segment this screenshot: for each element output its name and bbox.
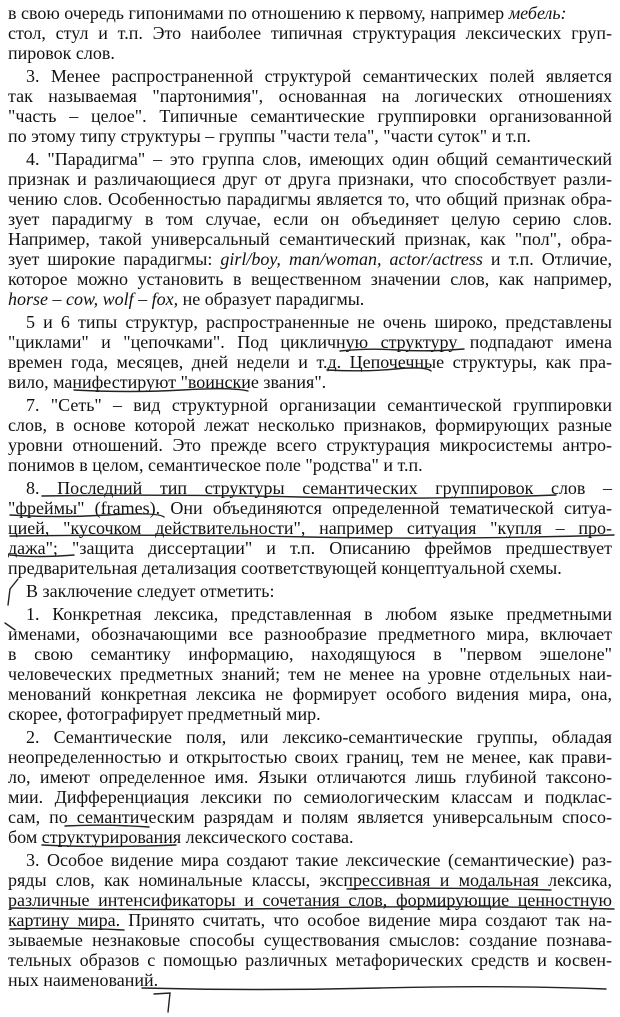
- text-line: дажа"; "защита диссертации" и т.п. Описанию фреймов предшествует: [8, 538, 612, 558]
- text-line: зует парадигму в том случае, если он объединяет целую серию слов.: [8, 209, 612, 229]
- text-line: по этому типу структуры – группы "части тела", "части суток" и т.п.: [8, 126, 531, 146]
- handwritten-underline-last-type: [40, 492, 560, 500]
- handwritten-underline-expressive: [345, 885, 555, 893]
- text-line: 7. "Сеть" – вид структурной организации семантической группировки: [26, 395, 612, 415]
- text-line: ных наименований.: [8, 970, 159, 990]
- text-line: 4. "Парадигма" – это группа слов, имеющих один общий семантический: [26, 149, 612, 169]
- text-line: horse – cow, wolf – fox, не образует парадигмы.: [8, 289, 365, 309]
- text-line: "циклами" и "цепочками". Под цикличную структуру подпадают имена: [8, 332, 612, 352]
- text-line: предварительная детализация соответствующей концептуальной схемы.: [8, 558, 562, 578]
- text-line: бом структурирования лексического состава.: [8, 827, 354, 847]
- text-line: так называемая "партонимия", основанная на логических отношениях: [8, 86, 612, 106]
- text-line: которое можно установить в вещественном значении слов, как например,: [8, 269, 612, 289]
- handwritten-bracket-close: [152, 990, 174, 1016]
- text-line: 8. Последний тип структуры семантических группировок слов –: [26, 478, 612, 498]
- text-line: в свою очередь гипонимами по отношению к первому, например мебель:: [8, 3, 567, 23]
- text-line: понимов в целом, семантическое поле "родства" и т.п.: [8, 455, 423, 475]
- text-line: слов, в основе которой лежат несколько признаков, формирующих разные: [8, 415, 612, 435]
- text-line: менований конкретная лексика не формирует особого видения мира, она,: [8, 684, 612, 704]
- text-line: 3. Особое видение мира создают такие лексические (семантические) раз-: [26, 850, 612, 870]
- handwritten-underline-structuring: [40, 842, 180, 850]
- text-line: картину мира. Принято считать, что особое видение мира создают так на-: [8, 910, 612, 930]
- text-line: 1. Конкретная лексика, представленная в любом языке предметными: [26, 604, 612, 624]
- text-line: различные интенсификаторы и сочетания слов, формирующие ценностную: [8, 890, 612, 910]
- text-line: стол, стул и т.п. Это наиболее типичная структурация лексических груп-: [8, 23, 612, 43]
- text-line: 3. Менее распространенной структурой семантических полей является: [26, 66, 612, 86]
- text-line: зываемые незнаковые способы существования смыслов: создание познава-: [8, 930, 612, 950]
- handwritten-underline-worldview: [8, 925, 128, 933]
- handwritten-underline-frames: [8, 512, 168, 520]
- handwritten-underline-ranks: [72, 387, 252, 395]
- handwritten-underline-structure: [338, 346, 468, 354]
- text-line: 5 и 6 типы структур, распространенные не очень широко, представлены: [26, 312, 612, 332]
- text-line: времен года, месяцев, дней недели и т.д. Цепочечные структуры, как пра-: [8, 352, 612, 372]
- text-line: ло, имеют определенное имя. Языки отличаются лишь глубиной таксоно-: [8, 767, 612, 787]
- text-line: ряды слов, как номинальные классы, экспрессивная и модальная лексика,: [8, 870, 612, 890]
- handwritten-underline-weeks: [325, 366, 435, 374]
- text-line: пировок слов.: [8, 43, 115, 63]
- text-line: скорее, фотографирует предметный мир.: [8, 704, 321, 724]
- text-line: человеческих предметных знаний; тем не менее на уровне отдельных наи-: [8, 664, 612, 684]
- handwritten-underline-semantic-ranks: [63, 822, 153, 830]
- text-line: неопределенностью и открытостью своих границ, тем не менее, как прави-: [8, 747, 612, 767]
- text-line: сам, по семантическим разрядам и полям является универсальным спосо-: [8, 807, 612, 827]
- handwritten-underline-metaphoric: [140, 985, 610, 993]
- text-line: тельных образов с помощью различных метафорических средств и косвен-: [8, 950, 612, 970]
- text-line: признак и различающиеся друг от друга признаки, что способствует разли-: [8, 169, 612, 189]
- text-line: именами, обозначающими все разнообразие предметного мира, включает: [8, 624, 612, 644]
- text-line: уровни отношений. Это прежде всего структурация микросистемы антро-: [8, 435, 612, 455]
- text-line: Например, такой универсальный семантический признак, как "пол", обра-: [8, 229, 612, 249]
- handwritten-underline-sale: [8, 552, 78, 560]
- handwritten-tick: [3, 620, 19, 634]
- handwritten-bracket-open: [2, 577, 22, 607]
- handwritten-underline-intensifiers: [8, 905, 618, 913]
- text-line: чению слов. Особенностью парадигмы является то, что общий признак обра-: [8, 189, 612, 209]
- text-line: "часть – целое". Типичные семантические группировки организованной: [8, 106, 612, 126]
- text-line: зует широкие парадигмы: girl/boy, man/woman, actor/actress и т.п. Отличие,: [8, 249, 612, 269]
- text-line: мии. Дифференциация лексики по семиологическим классам и подклас-: [8, 787, 612, 807]
- text-line: В заключение следует отметить:: [26, 581, 275, 601]
- text-line: "фреймы" (frames). Они объединяются определенной тематической ситуа-: [8, 498, 612, 518]
- text-line: 2. Семантические поля, или лексико-семантические группы, обладая: [26, 727, 612, 747]
- text-line: вило, манифестируют "воинские звания".: [8, 372, 327, 392]
- text-line: цией, "кусочком действительности", например ситуация "купля – про-: [8, 518, 612, 538]
- text-line: в свою семантику информацию, находящуюся в "первом эшелоне": [8, 644, 612, 664]
- handwritten-underline-situation: [8, 532, 618, 540]
